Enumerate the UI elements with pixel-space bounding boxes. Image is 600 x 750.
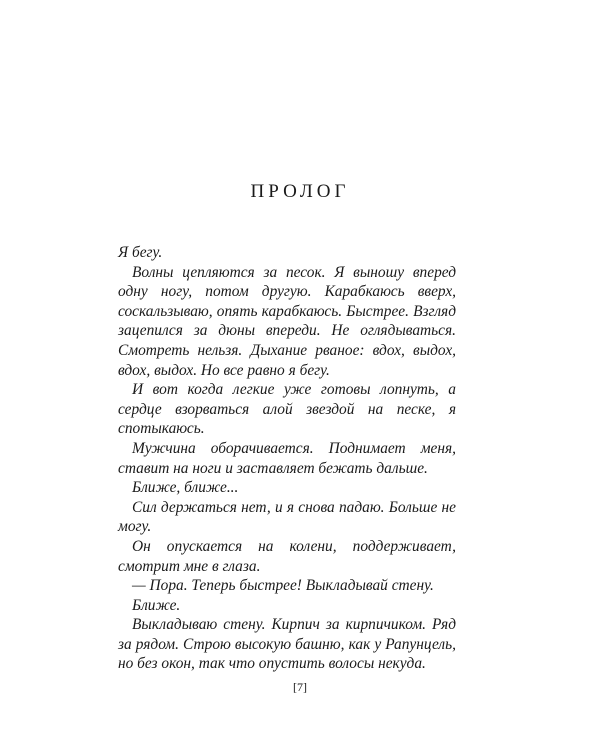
paragraph: Он опускается на колени, поддерживает, смотрит мне в глаза. [118,537,456,575]
chapter-body [118,243,456,674]
page-number: [7] [293,680,307,694]
paragraph: И вот когда легкие уже готовы лопнуть, а сердце взорваться алой звездой на песке, я спотыкаюсь. [118,381,456,438]
chapter-title: ПРОЛОГ [250,181,350,202]
paragraph: Ближе, ближе... [132,479,239,497]
paragraph: Сил держаться нет, и я снова падаю. Больше не могу. [118,498,456,536]
paragraph: Волны цепляются за песок. Я выношу вперед одну ногу, потом другую. Карабкаюсь вверх, соскальзываю, опять карабкаюсь. Быстрее. Взгляд зацепился за дюны впереди. Не оглядываться. Смотреть нельзя. Дыхание рваное: вдох, выдох, вдох, выдох. Но все равно я бегу. [118,263,456,379]
paragraph: — Пора. Теперь быстрее! Выкладывай стену. [132,577,434,595]
paragraph: Ближе. [132,596,181,614]
paragraph: Я бегу. [118,244,163,261]
paragraph: Мужчина оборачивается. Поднимает меня, ставит на ноги и заставляет бежать дальше. [118,439,456,477]
paragraph: Выкладываю стену. Кирпич за кирпичиком. Ряд за рядом. Строю высокую башню, как у Рапунцель, но без окон, так что опустить волосы некуда. [118,616,456,673]
